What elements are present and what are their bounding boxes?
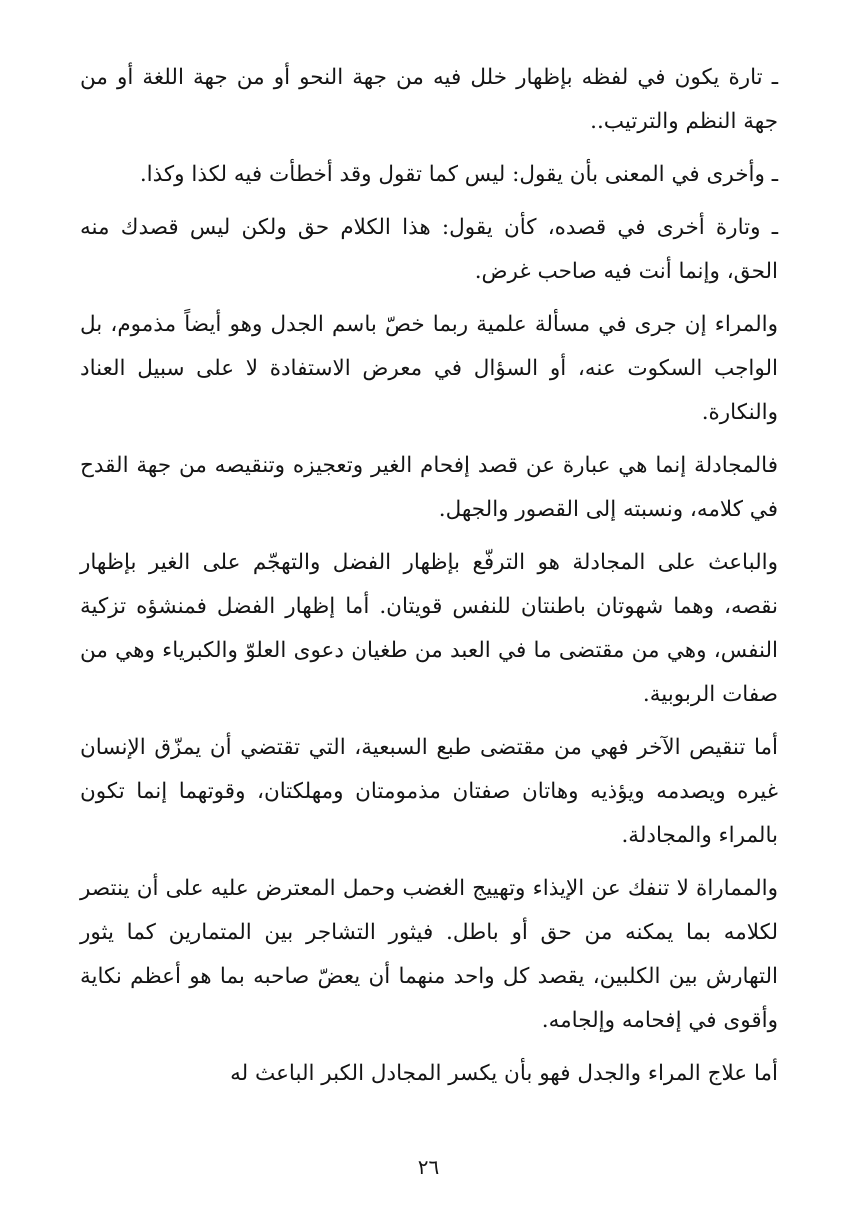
paragraph: والمراء إن جرى في مسألة علمية ربما خصّ باسم الجدل وهو أيضاً مذموم، بل الواجب السكوت عنه، أو السؤال في معرض الاستفادة لا على سبيل العناد والنكارة.	[80, 312, 778, 425]
paragraph: فالمجادلة إنما هي عبارة عن قصد إفحام الغير وتعجيزه وتنقيصه من جهة القدح في كلامه، ونسبته إلى القصور والجهل.	[80, 453, 778, 522]
paragraph: أما علاج المراء والجدل فهو بأن يكسر المجادل الكبر الباعث له	[230, 1061, 778, 1086]
document-body	[80, 56, 778, 1105]
page-number: ٢٦	[417, 1155, 440, 1179]
paragraph: ـ وتارة أخرى في قصده، كأن يقول: هذا الكلام حق ولكن ليس قصدك منه الحق، وإنما أنت فيه صاحب غرض.	[80, 215, 778, 284]
paragraph: أما تنقيص الآخر فهي من مقتضى طبع السبعية، التي تقتضي أن يمزّق الإنسان غيره ويصدمه ويؤذيه وهاتان صفتان مذمومتان ومهلكتان، وقوتهما إنما تكون بالمراء والمجادلة.	[80, 735, 778, 848]
paragraph: ـ وأخرى في المعنى بأن يقول: ليس كما تقول وقد أخطأت فيه لكذا وكذا.	[139, 162, 778, 187]
paragraph: ـ تارة يكون في لفظه بإظهار خلل فيه من جهة النحو أو من جهة اللغة أو من جهة النظم والترتيب..	[80, 65, 778, 134]
paragraph: والباعث على المجادلة هو الترفّع بإظهار الفضل والتهجّم على الغير بإظهار نقصه، وهما شهوتان باطنتان للنفس قويتان. أما إظهار الفضل فمنشؤه تزكية النفس، وهي من مقتضى ما في العبد من طغيان دعوى العلوّ والكبرياء وهي من صفات الربوبية.	[80, 550, 778, 707]
paragraph: والمماراة لا تنفك عن الإيذاء وتهييج الغضب وحمل المعترض عليه على أن ينتصر لكلامه بما يمكنه من حق أو باطل. فيثور التشاجر بين المتمارين كما يثور التهارش بين الكلبين، يقصد كل واحد منهما أن يعضّ صاحبه بما هو أعظم نكاية وأقوى في إفحامه وإلجامه.	[80, 876, 778, 1033]
